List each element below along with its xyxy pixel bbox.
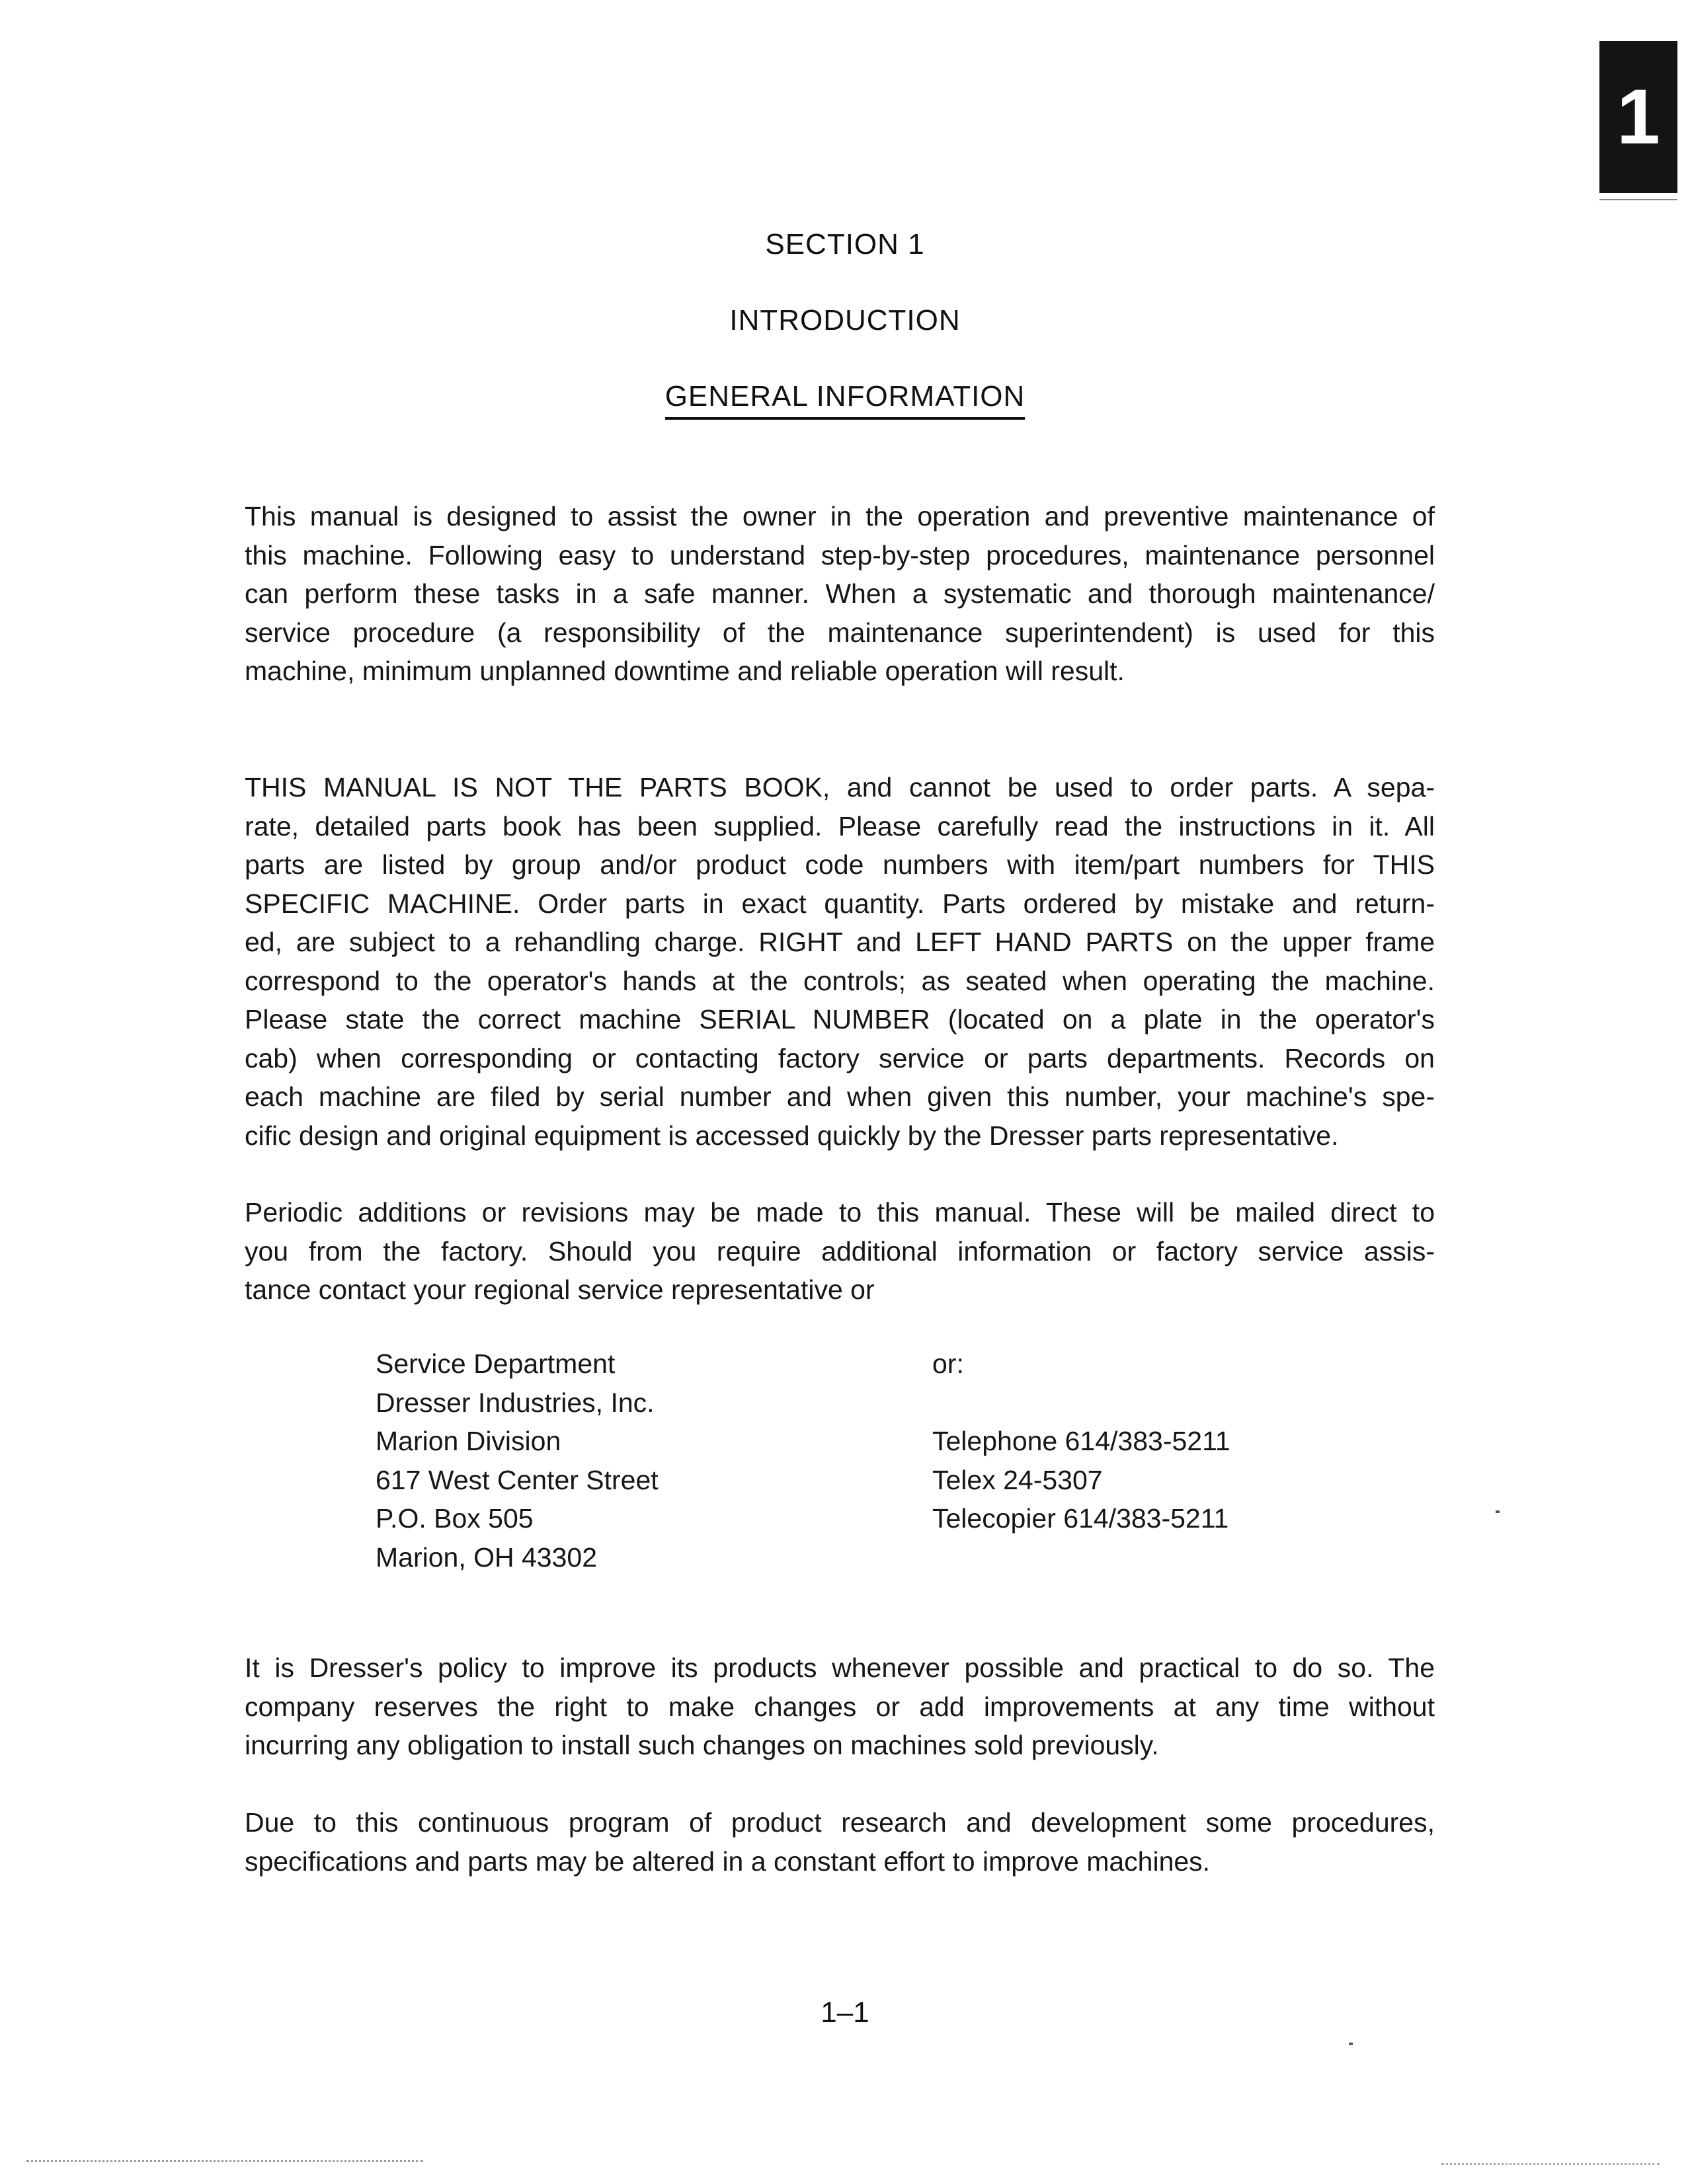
paragraph-line: cific design and original equipment is accessed quickly by the Dresser parts representative. bbox=[245, 1120, 1339, 1151]
paragraph-line: specifications and parts may be altered in a constant effort to improve machines. bbox=[245, 1846, 1211, 1877]
paragraph-line: parts are listed by group and/or product code numbers with item/part numbers for THIS bbox=[245, 849, 1435, 880]
tab-divider bbox=[1599, 197, 1677, 200]
paragraph-line: company reserves the right to make changes or add improvements at any time without bbox=[245, 1691, 1435, 1722]
mailing-address bbox=[376, 1345, 659, 1577]
paragraph-parts-book bbox=[245, 768, 1435, 1155]
address-line: Marion, OH 43302 bbox=[376, 1541, 598, 1573]
address-line: Service Department bbox=[376, 1348, 616, 1379]
contact-or-label: or: bbox=[932, 1348, 964, 1379]
contact-spacer bbox=[932, 1384, 1230, 1423]
paragraph-line: correspond to the operator's hands at the controls; as seated when operating the machine. bbox=[245, 965, 1435, 996]
paragraph-line: tance contact your regional service representative or bbox=[245, 1274, 875, 1305]
paragraph-line: can perform these tasks in a safe manner. When a systematic and thorough maintenance/ bbox=[245, 578, 1435, 609]
paragraph-line: Periodic additions or revisions may be made to this manual. These will be mailed direct to bbox=[245, 1197, 1435, 1228]
paragraph-line: Please state the correct machine SERIAL NUMBER (located on a plate in the operator's bbox=[245, 1004, 1435, 1034]
contact-numbers bbox=[932, 1345, 1230, 1538]
address-line: P.O. Box 505 bbox=[376, 1503, 534, 1534]
paragraph-line: incurring any obligation to install such changes on machines sold previously. bbox=[245, 1730, 1159, 1760]
subheading-text: GENERAL INFORMATION bbox=[665, 380, 1026, 420]
address-line: 617 West Center Street bbox=[376, 1464, 659, 1495]
paragraph-line: Due to this continuous program of product research and development some procedures, bbox=[245, 1807, 1435, 1838]
page-number: 1–1 bbox=[821, 1996, 869, 2029]
paragraph-line: THIS MANUAL IS NOT THE PARTS BOOK, and cannot be used to order parts. A sepa- bbox=[245, 772, 1435, 802]
section-tab: 1 bbox=[1599, 41, 1677, 193]
paragraph-line: It is Dresser's policy to improve its products whenever possible and practical to do so. The bbox=[245, 1653, 1435, 1683]
subheading bbox=[0, 380, 1690, 420]
paragraph-line: you from the factory. Should you require additional information or factory service assis- bbox=[245, 1235, 1435, 1267]
paragraph-line: service procedure (a responsibility of the maintenance superintendent) is used for this bbox=[245, 617, 1435, 648]
section-title bbox=[0, 228, 1690, 261]
paragraph-line: this machine. Following easy to understand step-by-step procedures, maintenance personnel bbox=[245, 539, 1435, 570]
paragraph-policy bbox=[245, 1649, 1435, 1765]
paragraph-continuous-improvement bbox=[245, 1803, 1435, 1881]
section-title-text: SECTION 1 bbox=[765, 228, 925, 260]
address-line: Dresser Industries, Inc. bbox=[376, 1387, 655, 1418]
scan-artifact bbox=[26, 2160, 423, 2167]
paragraph-line: SPECIFIC MACHINE. Order parts in exact quantity. Parts ordered by mistake and return- bbox=[245, 888, 1435, 919]
paragraph-purpose bbox=[245, 497, 1435, 691]
scan-speck bbox=[1496, 1510, 1500, 1513]
contact-line: Telecopier 614/383-5211 bbox=[932, 1503, 1229, 1534]
paragraph-line: This manual is designed to assist the owner in the operation and preventive maintenance of bbox=[245, 501, 1435, 531]
scan-artifact bbox=[1441, 2163, 1660, 2169]
contact-line: Telex 24-5307 bbox=[932, 1464, 1103, 1495]
paragraph-line: ed, are subject to a rehandling charge. RIGHT and LEFT HAND PARTS on the upper frame bbox=[245, 927, 1435, 957]
scan-speck bbox=[1349, 2043, 1353, 2045]
paragraph-line: each machine are filed by serial number and when given this number, your machine's spe- bbox=[245, 1081, 1435, 1112]
address-line: Marion Division bbox=[376, 1426, 561, 1456]
contact-line: Telephone 614/383-5211 bbox=[932, 1426, 1230, 1456]
chapter-title-text: INTRODUCTION bbox=[729, 304, 961, 336]
paragraph-revisions bbox=[245, 1193, 1435, 1309]
paragraph-line: cab) when corresponding or contacting factory service or parts departments. Records on bbox=[245, 1042, 1435, 1073]
paragraph-line: rate, detailed parts book has been supplied. Please carefully read the instructions in it. All bbox=[245, 810, 1435, 841]
paragraph-line: machine, minimum unplanned downtime and reliable operation will result. bbox=[245, 656, 1125, 686]
chapter-title bbox=[0, 304, 1690, 337]
